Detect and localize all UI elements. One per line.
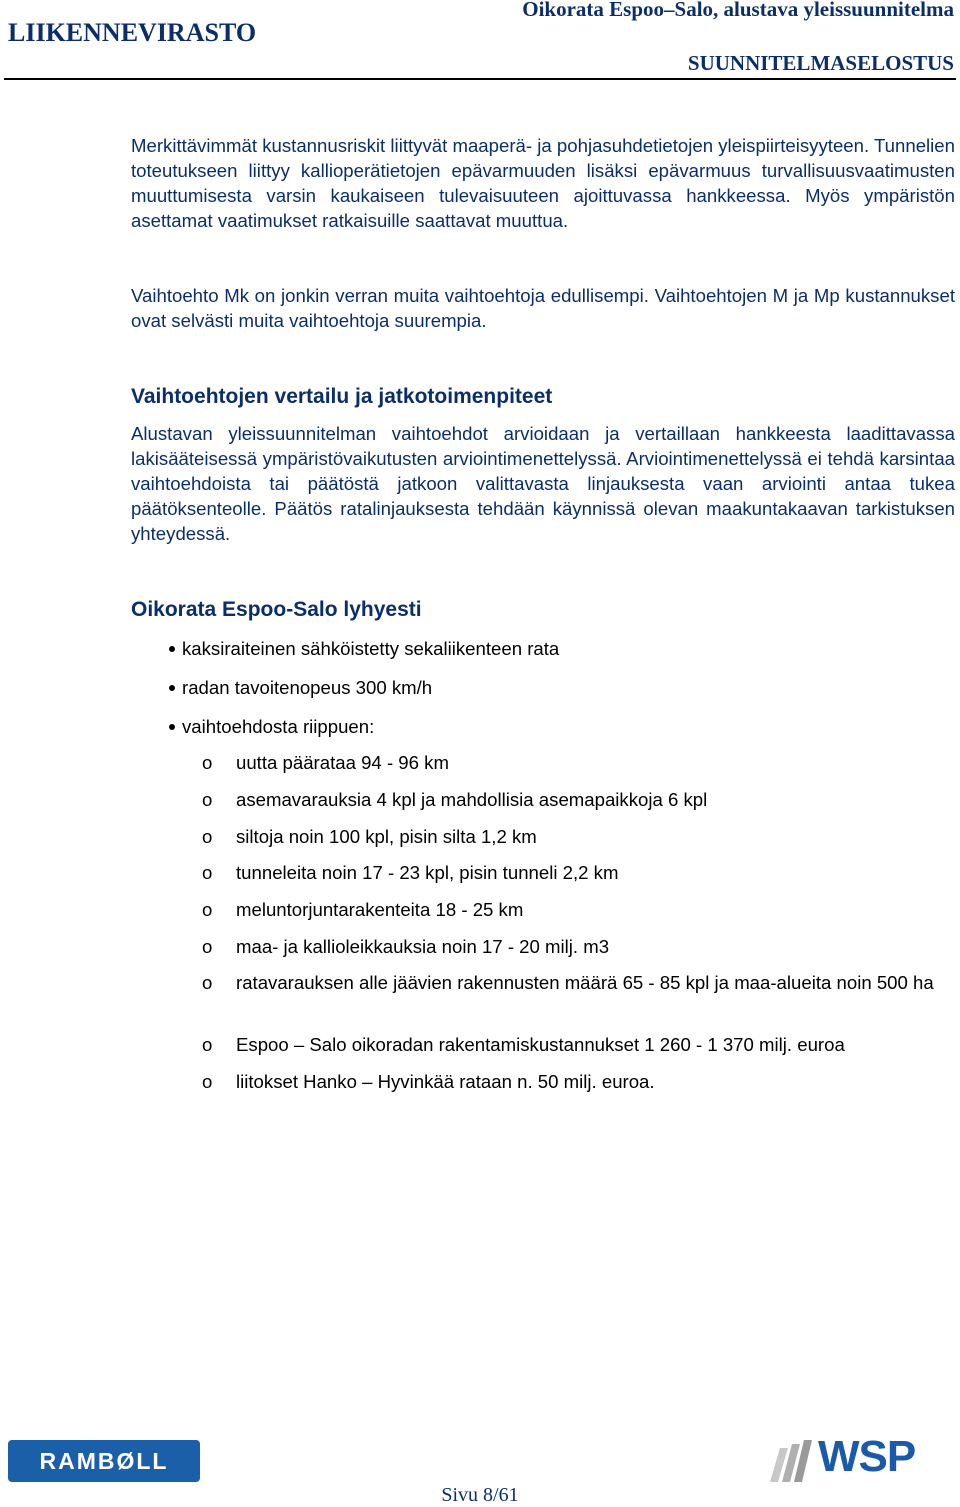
wsp-logo-text: WSP	[818, 1432, 916, 1481]
paragraph-comparison	[131, 421, 955, 546]
sub-bullet-marker: o	[202, 936, 213, 957]
sub-bullet-marker: o	[202, 789, 213, 810]
page-number: Sivu 8/61	[441, 1484, 519, 1506]
section-summary	[131, 597, 955, 623]
ramboll-logo	[8, 1440, 200, 1482]
bullet-dot	[169, 646, 175, 652]
sub-list-item-text: asemavarauksia 4 kpl ja mahdollisia asemapaikkoja 6 kpl	[236, 789, 708, 810]
heading-comparison: Vaihtoehtojen vertailu ja jatkotoimenpiteet	[131, 385, 553, 408]
heading-summary: Oikorata Espoo-Salo lyhyesti	[131, 598, 422, 621]
sub-bullet-marker: o	[202, 752, 213, 773]
sub-bullet-marker: o	[202, 1034, 213, 1055]
section-comparison	[131, 384, 955, 410]
header-divider	[4, 78, 956, 80]
sub-bullet-marker: o	[202, 972, 213, 993]
bullet-dot	[169, 724, 175, 730]
list-item-text: radan tavoitenopeus 300 km/h	[182, 677, 433, 698]
paragraph-cost-risks	[131, 133, 955, 233]
sub-list-item-text: tunneleita noin 17 - 23 kpl, pisin tunneli 2,2 km	[236, 862, 619, 883]
header-project: Oikorata Espoo–Salo, alustava yleissuunnitelma	[522, 0, 954, 21]
sub-bullet-marker: o	[202, 862, 213, 883]
list-item-text: vaihtoehdosta riippuen:	[182, 716, 375, 737]
sub-list-item-text: meluntorjuntarakenteita 18 - 25 km	[236, 899, 524, 920]
header-doc-type: SUUNNITELMASELOSTUS	[687, 51, 954, 75]
header-org: LIIKENNEVIRASTO	[8, 18, 257, 47]
sub-bullet-marker: o	[202, 826, 213, 847]
sub-list-item-text: ratavarauksen alle jäävien rakennusten määrä 65 - 85 kpl ja maa-alueita noin 500 ha	[236, 972, 934, 993]
ramboll-logo-text: RAMBØLL	[39, 1448, 169, 1474]
sub-list-item-text: siltoja noin 100 kpl, pisin silta 1,2 km	[236, 826, 537, 847]
bullet-dot	[169, 685, 175, 691]
para-3: Alustavan yleissuunnitelman vaihtoehdot arvioidaan ja vertaillaan hankkeesta laadittavassa lakisääteisessä ympäristövaikutusten arviointimenettelyssä. Arviointimenettelyssä ei tehdä karsintaa vaihtoehdoista tai päätöstä jatkoon valittavasta linjauksesta vaan arviointi antaa tukea päätöksenteolle. Päätös ratalinjauksesta tehdään käynnissä olevan maakuntakaavan tarkistuksen yhteydessä.	[131, 423, 955, 544]
para-2: Vaihtoehto Mk on jonkin verran muita vaihtoehtoja edullisempi. Vaihtoehtojen M ja Mp kustannukset ovat selvästi muita vaihtoehtoja suurempia.	[131, 285, 955, 331]
sub-list-item-text: uutta päärataa 94 - 96 km	[236, 752, 449, 773]
list-item-text: kaksiraiteinen sähköistetty sekaliikenteen rata	[182, 638, 560, 659]
sub-bullet-marker: o	[202, 1071, 213, 1092]
sub-bullet-marker: o	[202, 899, 213, 920]
para-1: Merkittävimmät kustannusriskit liittyvät maaperä- ja pohjasuhdetietojen yleispiirteisyyteen. Tunnelien toteutukseen liittyy kallioperätietojen epävarmuuden lisäksi epävarmuus turvallisuusvaatimusten muuttumisesta varsin kaukaiseen tulevaisuuteen ajoittuvassa hankkeessa. Myös ympäristön asettamat vaatimukset ratkaisuille saattavat muuttua.	[131, 135, 955, 231]
sub-list-item-text: Espoo – Salo oikoradan rakentamiskustannukset 1 260 - 1 370 milj. euroa	[236, 1034, 845, 1055]
paragraph-alternatives-cost	[131, 283, 955, 333]
sub-list-item-text: liitokset Hanko – Hyvinkää rataan n. 50 milj. euroa.	[236, 1071, 655, 1092]
sub-list-item-text: maa- ja kallioleikkauksia noin 17 - 20 milj. m3	[236, 936, 610, 957]
